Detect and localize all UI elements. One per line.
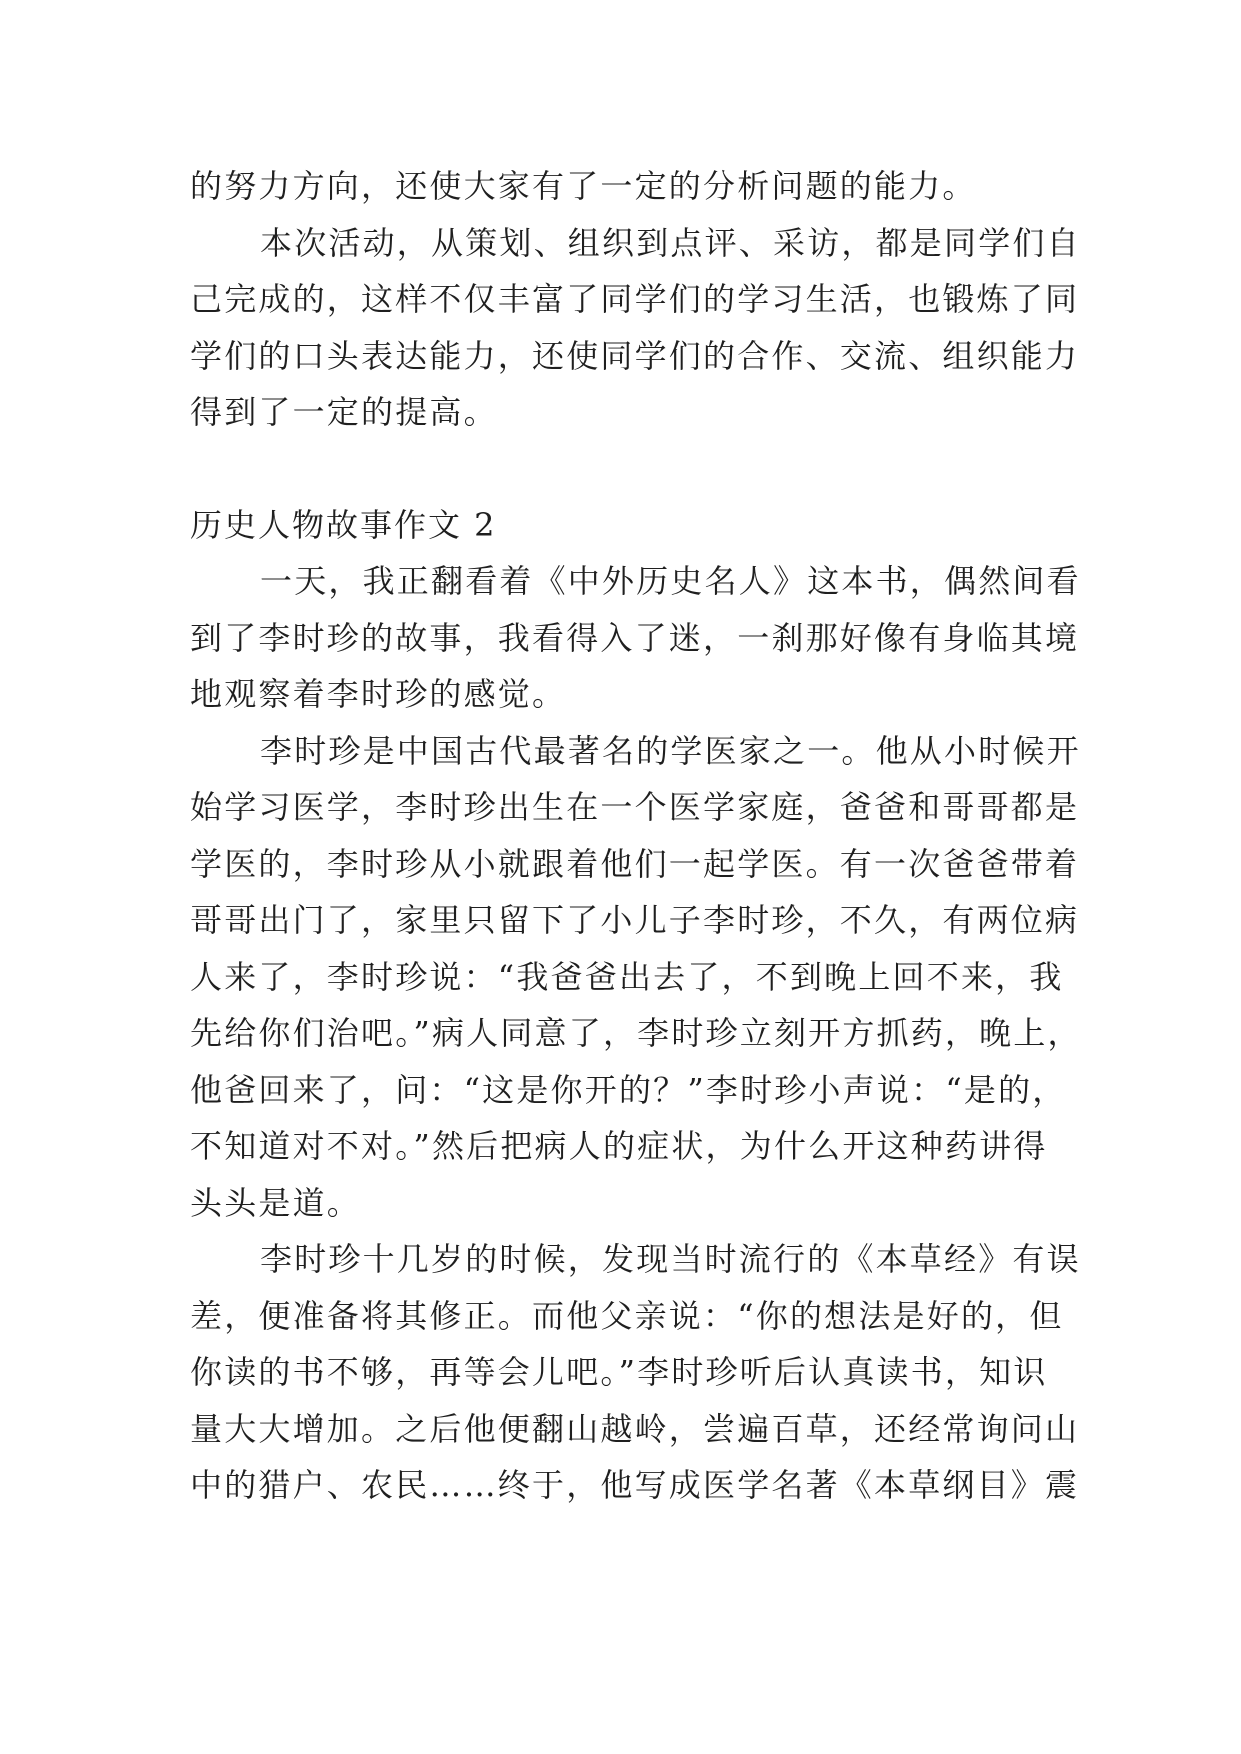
text-line: 李时珍十几岁的时候，发现当时流行的《本草经》有误 [260,1240,1081,1278]
text-line: 不知道对不对。”然后把病人的症状，为什么开这种药讲得 [190,1127,1048,1165]
text-line: 始学习医学，李时珍出生在一个医学家庭，爸爸和哥哥都是 [190,788,1080,826]
paragraph-intro [190,553,1081,723]
section-gap [190,441,1070,497]
text-line: 学医的，李时珍从小就跟着他们一起学医。有一次爸爸带着 [190,844,1080,883]
text-line: 中的猎户、农民……终于，他写成医学名著《本草纲目》震 [190,1466,1080,1504]
text-line: 你读的书不够，再等会儿吧。”李时珍听后认真读书，知识 [190,1353,1048,1391]
text-line: 差，便准备将其修正。而他父亲说：“你的想法是好的，但 [190,1296,1064,1335]
text-line: 量大大增加。之后他便翻山越岭，尝遍百草，还经常询问山 [190,1409,1080,1448]
text-line: 己完成的，这样不仅丰富了同学们的学习生活，也锻炼了同 [190,280,1080,318]
text-line: 本次活动，从策划、组织到点评、采访，都是同学们自 [260,223,1081,262]
text-line: 头头是道。 [190,1183,362,1222]
text-line: 得到了一定的提高。 [190,393,498,431]
text-line: 学们的口头表达能力，还使同学们的合作、交流、组织能力 [190,336,1080,375]
text-line: 到了李时珍的故事，我看得入了迷，一刹那好像有身临其境 [190,618,1080,657]
paragraph-continued [190,158,1070,215]
paragraph-childhood [190,723,1082,1232]
paragraph-bencao [190,1231,1081,1514]
paragraph-activity-summary [190,215,1081,441]
text-line: 人来了，李时珍说：“我爸爸出去了，不到晚上回不来，我 [190,957,1064,996]
text-line: 一天，我正翻看着《中外历史名人》这本书，偶然间看 [260,562,1081,600]
text-line: 李时珍是中国古代最著名的学医家之一。他从小时候开 [260,731,1081,770]
text-line: 他爸回来了，问：“这是你开的？”李时珍小声说：“是的， [190,1070,1067,1109]
text-line: 先给你们治吧。”病人同意了，李时珍立刻开方抓药，晚上， [190,1014,1082,1052]
text-line: 哥哥出门了，家里只留下了小儿子李时珍，不久，有两位病 [190,901,1080,939]
document-page [190,158,1082,1514]
essay-title: 历史人物故事作文 2 [190,505,497,544]
text-line: 地观察着李时珍的感觉。 [190,675,567,713]
text-line: 的努力方向，还使大家有了一定的分析问题的能力。 [190,167,977,205]
